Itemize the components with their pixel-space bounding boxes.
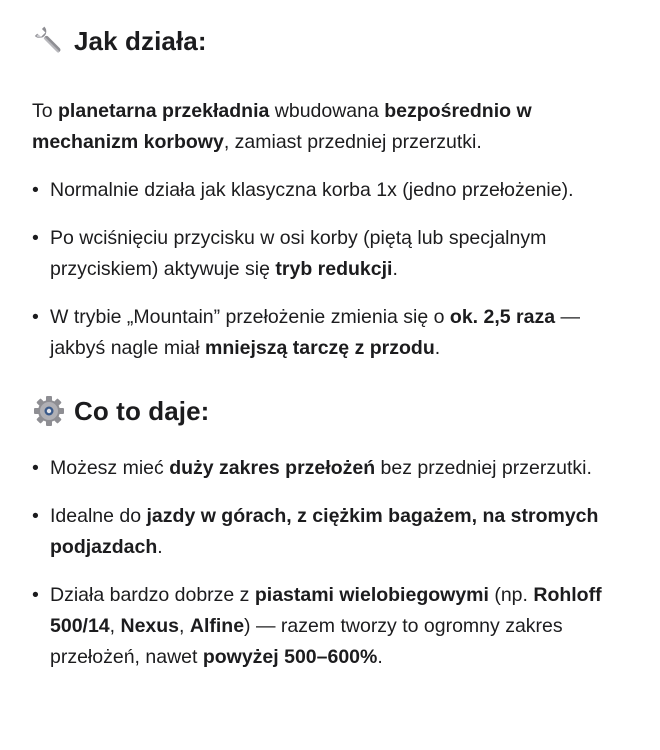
text-run: (np. <box>488 584 534 606</box>
text-run: W trybie „Mountain” przełożenie zmienia się o <box>50 306 450 328</box>
bullet-marker: • <box>32 457 39 479</box>
intro-paragraph <box>32 96 630 158</box>
text-run: Po wciśnięciu przycisku w osi korby (piętą lub specjalnym przyciskiem) aktywuje się <box>50 227 547 280</box>
list-item <box>32 223 630 285</box>
bullet-marker: • <box>32 306 39 328</box>
how-it-works-list <box>32 175 630 364</box>
benefits-list <box>32 453 630 673</box>
bold-text: Rohloff 500/14 <box>50 584 602 637</box>
list-item-text <box>50 179 574 201</box>
list-item <box>32 580 630 673</box>
text-run: — jakbyś nagle miał <box>50 306 580 359</box>
bold-text: Nexus <box>120 615 180 637</box>
list-item <box>32 175 630 206</box>
text-run: , zamiast przedniej przerzutki. <box>223 131 482 153</box>
list-item-text <box>50 584 602 668</box>
text-run: , <box>109 615 121 637</box>
bullet-marker: • <box>32 584 39 606</box>
bold-text: mniejszą tarczę z przodu <box>205 337 435 359</box>
text-run: . <box>434 337 441 359</box>
wrench-icon <box>32 24 66 58</box>
text-run: Działa bardzo dobrze z <box>50 584 255 606</box>
section-heading-how-it-works <box>32 16 630 66</box>
bold-text: duży zakres przełożeń <box>169 457 376 479</box>
bold-text: tryb redukcji <box>275 258 393 280</box>
text-run: Normalnie działa jak klasyczna korba 1x (jedno przełożenie). <box>50 179 574 201</box>
text-run: Możesz mieć <box>50 457 170 479</box>
text-run: Idealne do <box>50 505 147 527</box>
gear-icon <box>32 394 66 428</box>
bold-text: piastami wielobiegowymi <box>254 584 489 606</box>
text-run: ) — razem tworzy to ogromny zakres przełożeń, nawet <box>50 615 563 668</box>
section-heading-benefits <box>32 386 630 436</box>
list-item <box>32 501 630 563</box>
bold-text: Alfine <box>189 615 245 637</box>
text-run: wbudowana <box>269 100 385 122</box>
section-title: Co to daje: <box>74 395 210 426</box>
text-run: . <box>392 258 398 280</box>
bold-text: powyżej 500–600% <box>202 646 378 668</box>
section-title: Jak działa: <box>74 25 207 56</box>
list-item <box>32 453 630 484</box>
bold-text: bezpośrednio w mechanizm korbowy <box>32 100 532 153</box>
list-item-text <box>50 306 580 359</box>
list-item-text <box>50 505 598 558</box>
text-run: bez przedniej przerzutki. <box>375 457 592 479</box>
text-run: . <box>377 646 383 668</box>
bullet-marker: • <box>32 227 39 249</box>
list-item <box>32 302 630 364</box>
text-run: , <box>179 615 190 637</box>
list-item-text <box>50 457 592 479</box>
bullet-marker: • <box>32 179 39 201</box>
bold-text: jazdy w górach, z ciężkim bagażem, na stromych podjazdach <box>50 505 599 558</box>
text-run: . <box>157 536 163 558</box>
bold-text: ok. 2,5 raza <box>449 306 556 328</box>
bold-text: planetarna przekładnia <box>58 100 270 122</box>
list-item-text <box>50 227 546 280</box>
bullet-marker: • <box>32 505 39 527</box>
text-run: To <box>32 100 59 122</box>
